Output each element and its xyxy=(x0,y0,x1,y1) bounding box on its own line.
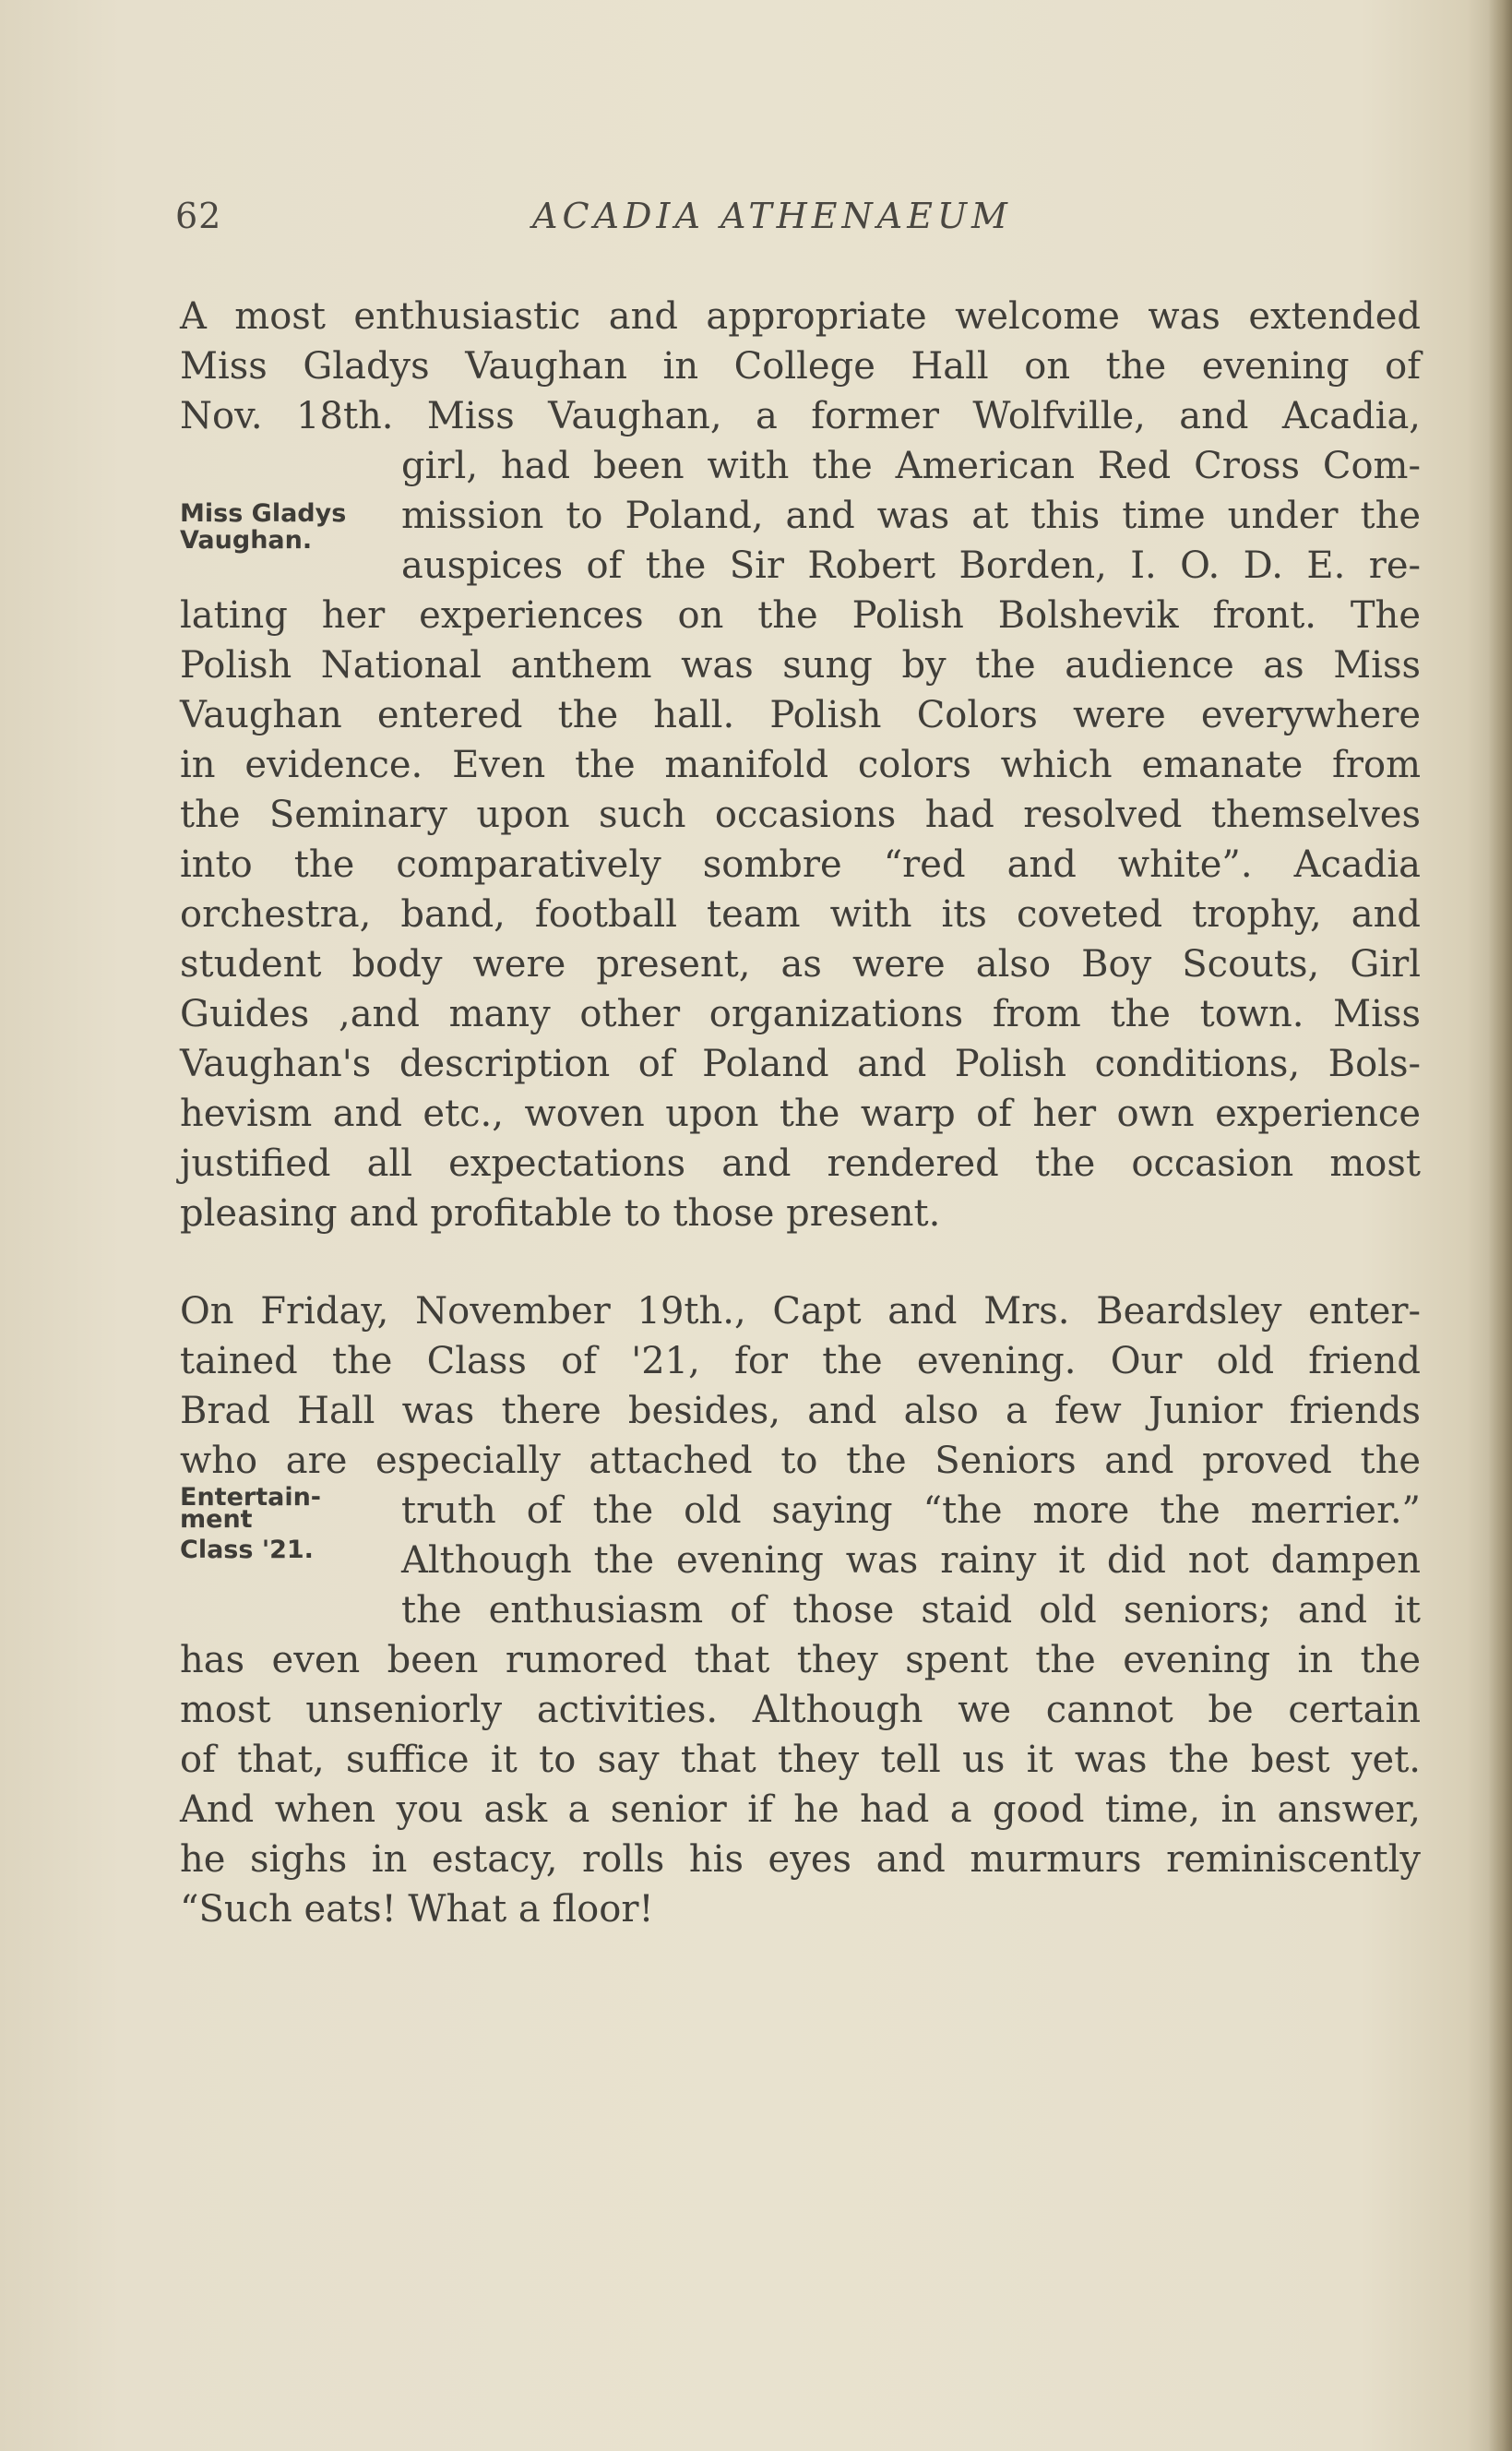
sidenote-line: ment xyxy=(180,1505,253,1534)
text-line: girl, had been with the American Red Cross Com- xyxy=(401,445,1421,487)
text-line: who are especially attached to the Seniors and proved the xyxy=(180,1440,1421,1482)
text-line: the enthusiasm of those staid old seniors; and it xyxy=(401,1589,1421,1632)
page-edge-shadow xyxy=(1488,0,1512,2451)
sidenote-line: Vaughan. xyxy=(180,526,313,555)
running-head xyxy=(175,196,1421,251)
text-line: Although the evening was rainy it did not dampen xyxy=(401,1539,1421,1582)
text-line: Guides ,and many other organizations from the town. Miss xyxy=(180,993,1421,1035)
text-line: Brad Hall was there besides, and also a few Junior friends xyxy=(180,1390,1421,1432)
text-line: most unseniorly activities. Although we cannot be certain xyxy=(180,1689,1421,1731)
text-line: lating her experiences on the Polish Bolshevik front. The xyxy=(180,594,1421,637)
text-line: Vaughan entered the hall. Polish Colors were everywhere xyxy=(180,694,1421,736)
text-line: student body were present, as were also Boy Scouts, Girl xyxy=(180,943,1421,986)
page-number: 62 xyxy=(175,196,222,236)
text-line: auspices of the Sir Robert Borden, I. O. D. E. re- xyxy=(401,544,1421,587)
text-line: has even been rumored that they spent the evening in the xyxy=(180,1639,1421,1681)
text-line: And when you ask a senior if he had a good time, in answer, xyxy=(180,1788,1421,1831)
text-line: Vaughan's description of Poland and Polish conditions, Bols- xyxy=(180,1043,1421,1085)
paragraph-class-entertainment xyxy=(180,1286,1421,1942)
text-line: hevism and etc., woven upon the warp of her own experience xyxy=(180,1093,1421,1135)
text-line: mission to Poland, and was at this time under the xyxy=(401,495,1421,537)
text-line: On Friday, November 19th., Capt and Mrs. Beardsley enter- xyxy=(180,1290,1421,1333)
paragraph-vaughan-welcome xyxy=(180,292,1421,1242)
sidenote-line: Entertain- xyxy=(180,1483,322,1512)
sidenote-entertainment-class-21 xyxy=(180,1484,321,1563)
text-line: justified all expectations and rendered the occasion most xyxy=(180,1142,1421,1185)
text-line: pleasing and profitable to those present. xyxy=(180,1192,941,1235)
sidenote-line: Class '21. xyxy=(180,1536,314,1564)
sidenote-miss-gladys-vaughan xyxy=(180,500,346,554)
text-line: truth of the old saying “the more the merrier.” xyxy=(401,1489,1421,1532)
text-line: orchestra, band, football team with its coveted trophy, and xyxy=(180,893,1421,936)
text-line: he sighs in estacy, rolls his eyes and murmurs reminiscently xyxy=(180,1838,1421,1881)
text-line: A most enthusiastic and appropriate welcome was extended xyxy=(180,295,1421,338)
text-line: Miss Gladys Vaughan in College Hall on the evening of xyxy=(180,345,1421,388)
text-line: “Such eats! What a floor! xyxy=(180,1888,654,1931)
text-line: in evidence. Even the manifold colors which emanate from xyxy=(180,744,1421,786)
text-line: into the comparatively sombre “red and white”. Acadia xyxy=(180,843,1421,886)
text-line: of that, suffice it to say that they tell us it was the best yet. xyxy=(180,1739,1421,1781)
journal-title: ACADIA ATHENAEUM xyxy=(532,196,1012,236)
text-line: Nov. 18th. Miss Vaughan, a former Wolfville, and Acadia, xyxy=(180,395,1421,437)
text-line: Polish National anthem was sung by the audience as Miss xyxy=(180,644,1421,687)
text-line: tained the Class of '21, for the evening. Our old friend xyxy=(180,1340,1421,1382)
sidenote-line: Miss Gladys xyxy=(180,499,347,528)
text-line: the Seminary upon such occasions had resolved themselves xyxy=(180,794,1421,836)
